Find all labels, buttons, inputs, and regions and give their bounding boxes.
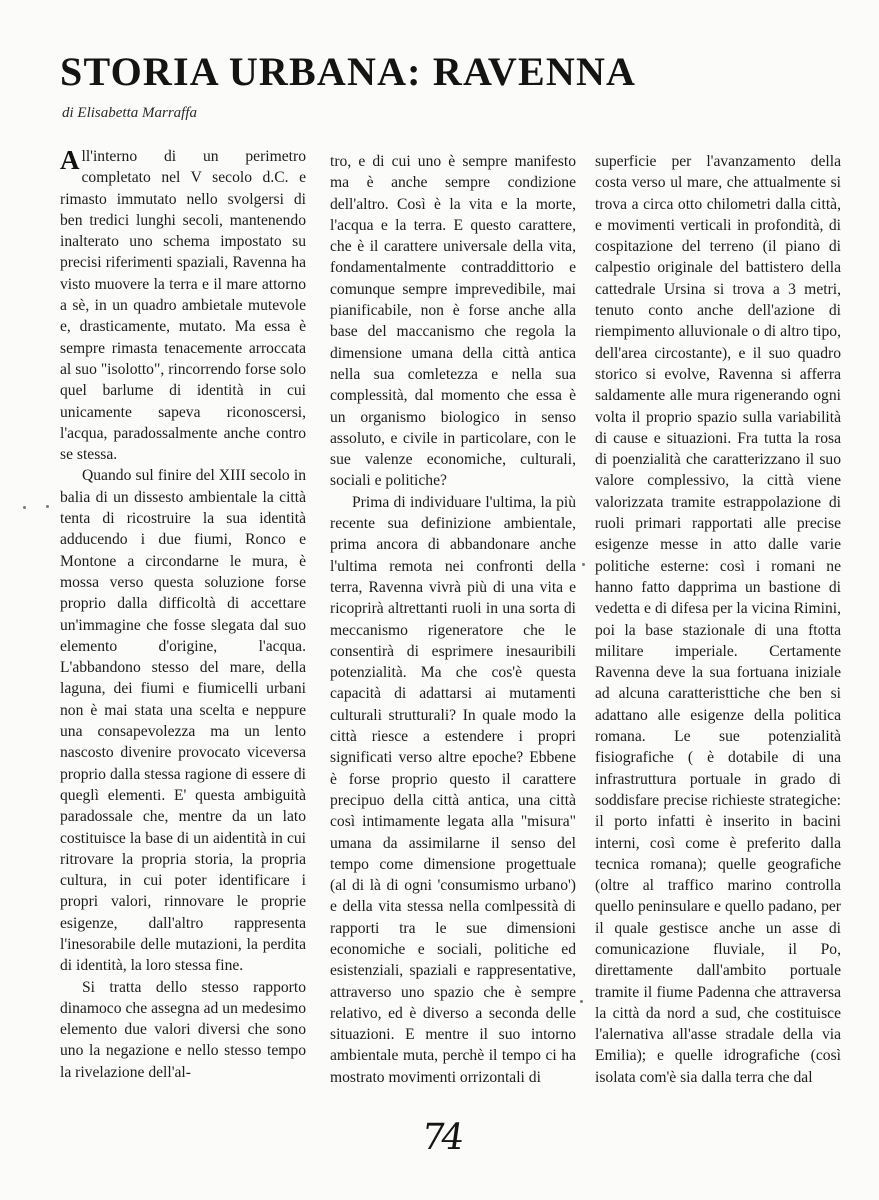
paragraph-text: ll'interno di un perimetro completato nel V secolo d.C. e rimasto immutato nello svolgersi di ben tredici lunghi secoli, mantenendo inalterato uno schema impostato su precisi riferimenti spaziali, Ravenna ha visto muovere la terra e il mare attorno a sè, in un quadro ambietale mutevole e, drasticamente, mutato. Ma essa è sempre rimasta tenacemente arroccata al suo "isolotto", rincorrendo forse solo quel barlume di identità in cui unicamente sapeva riconoscersi, l'acqua, paradossalmente anche contro se stessa. [60,148,306,464]
paragraph: tro, e di cui uno è sempre manifesto ma è anche sempre condizione dell'altro. Così è la vita e la morte, l'acqua e la terra. E questo carattere, che è il carattere universale della vita, fondamentalmente contraddittorio e comunque sempre imprevedibile, mai pianificabile, non è forse anche alla base del maccanismo che regola la dimensione umana della città antica nella sua comletezza e nella sua complessità, dal momento che essa è un organismo biologico in senso assoluto, e civile in particolare, con le sue valenze economiche, culturali, sociali e politiche? [330,153,576,490]
drop-cap: A [60,145,80,175]
scan-speck [23,506,26,509]
article-title: STORIA URBANA: RAVENNA [60,49,637,94]
paragraph: Si tratta dello stesso rapporto dinamoco che assegna ad un medesimo elemento due valori diversi che sono uno la negazione e nello stesso tempo la rivelazione dell'al- [60,978,306,1081]
text-column-3 [595,151,841,1088]
handwritten-page-number: 74 [419,1117,463,1158]
paragraph: Prima di individuare l'ultima, la più recente sua definizione ambientale, prima ancora di abbandonare anche l'ultima remota nei confronti della terra, Ravenna vivrà più di una vita e ricoprirà altrettanti ruoli in una sorta di meccanismo rigeneratore che le consentirà di esprimere inesauribili potenzialità. Ma che cos'è questa capacità di adattarsi ai mutamenti culturali strutturali? In quale modo la città riesce a estendere i propri significati verso altre epoche? Ebbene è forse proprio questo il carattere precipuo della città antica, una città così intimamente legata alla "misura" umana da assimilarne il senso del tempo come dimensione progettuale (al di là di ogni 'consumismo urbano') e della vita stessa nella comlpessità di rapporti tra le sue dimensioni economiche e sociali, politiche ed esistenziali, spaziali e rappresentative, attraverso uno spazio che è sempre relativo, ed è diverso a seconda delle situazioni. E mentre il suo intorno ambientale muta, perchè il tempo ci ha mostrato movimenti orrizontali di [330,493,576,1086]
text-column-2 [330,151,576,1088]
scan-speck [582,563,585,566]
paragraph [60,146,306,465]
text-column-1 [60,146,306,1083]
scan-speck [580,1000,583,1003]
paragraph: Quando sul finire del XIII secolo in balia di un dissesto ambientale la città tenta di ricostruire la sua identità adducendo i due fiumi, Ronco e Montone a circondarne le mura, è mossa verso questa soluzione forse proprio dalla difficoltà di accettare un'immagine che fosse slegata dal suo elemento d'origine, l'acqua. L'abbandono stesso del mare, della laguna, dei fiumi e fiumicelli urbani non è mai stata una scelta e neppure una consapevolezza ma un lento nascosto divenire provocato viceversa proprio dalla stessa ragione di essere di queglì elementi. E' questa ambiguità paradossale che, mentre da un lato costituisce la base di un aidentità in cui ritrovare la propria storia, la propria cultura, in cui poter identificare i propri valori, rinnovare le proprie esigenze, dall'altro rappresenta l'inesorabile delle mutazioni, la perdita di identità, la loro stessa fine. [60,467,306,975]
paragraph: superficie per l'avanzamento della costa verso ul mare, che attualmente si trova a circa otto chilometri dalla città, e movimenti verticali in profondità, di cospitazione del terreno (il piano di calpestio originale del battistero della cattedrale Ursina si trova a 3 metri, tenuto conto anche dell'azione di riempimento alluvionale o di altro tipo, dell'area circostante), e il suo quadro storico si evolve, Ravenna si afferra saldamente alle mura rigenerando ogni volta il proprio spazio sulla variabilità di cause e situazioni. Fra tutta la rosa di poenzialità che caratterizzano il suo valore complessivo, la città viene valorizzata tramite estrappolazione di ruoli primari rapportati alle precise esigenze messe in atto dalle varie politiche esterne: così i romani ne hanno fatto dapprima un bastione di vedetta e di difesa per la vicina Rimini, poi la base stazionale di una ftotta militare imperiale. Certamente Ravenna deve la sua fortuana iniziale ad alcuna caratteristtiche che ben si adattano alle esigenze della politica romana. Le sue potenzialità fisiografiche ( è dotabile di una infrastruttura portuale in grado di soddisfare precise richieste strategiche: il porto infatti è inserito in bacini interni, così come è preferito dalla tecnica romana); quelle geografiche (oltre al traffico marino controlla quello peninsulare e quello padano, per il quale gestisce anche un asse di comunicazione fluviale, il Po, direttamente dall'ambito portuale tramite il fiume Padenna che attraversa la città da nord a sud, che costituisce l'alernativa all'asse stradale della via Emilia); e quelle idrografiche (così isolata com'è sia dalla terra che dal [595,153,841,1086]
article-byline: di Elisabetta Marraffa [62,105,197,121]
scan-speck [46,505,49,508]
